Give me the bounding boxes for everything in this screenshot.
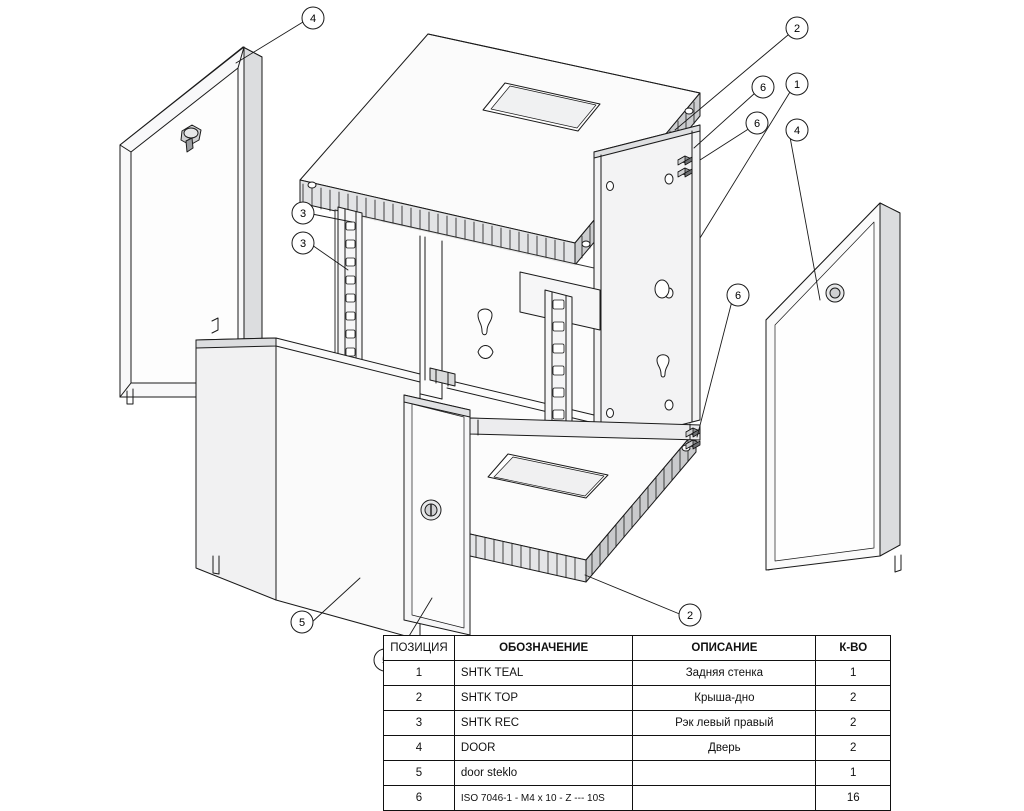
- cell-description: Дверь: [633, 736, 816, 761]
- balloon-label: 5: [298, 617, 306, 629]
- cell-description: [633, 786, 816, 811]
- balloon-label: 6: [734, 290, 742, 302]
- balloon-4-left: [302, 7, 324, 29]
- cell-position: 2: [384, 686, 455, 711]
- balloon-label: 4: [793, 125, 801, 137]
- cell-qty: 2: [816, 711, 891, 736]
- part-glass-door: [404, 395, 470, 635]
- cell-qty: 1: [816, 761, 891, 786]
- cell-designation: DOOR: [454, 736, 632, 761]
- cell-position: 1: [384, 661, 455, 686]
- cell-qty: 2: [816, 736, 891, 761]
- balloon-4-right: [786, 119, 808, 141]
- bill-of-materials-table: [383, 635, 891, 811]
- cell-description: Задняя стенка: [633, 661, 816, 686]
- balloon-label: 3: [299, 238, 307, 250]
- part-right-door: [766, 203, 901, 572]
- cell-position: 4: [384, 736, 455, 761]
- balloon-6-upper: [752, 76, 774, 98]
- table-row: [384, 661, 891, 686]
- cell-position: 5: [384, 761, 455, 786]
- cell-designation: SHTK TOP: [454, 686, 632, 711]
- cell-position: 3: [384, 711, 455, 736]
- part-bottom-cover: [470, 415, 700, 585]
- balloon-label: 4: [309, 13, 317, 25]
- balloon-3-lower: [292, 232, 314, 254]
- balloon-2-bottom: [679, 604, 701, 626]
- table-row: [384, 786, 891, 811]
- cell-description: Рэк левый правый: [633, 711, 816, 736]
- table-row: [384, 736, 891, 761]
- table-row: [384, 686, 891, 711]
- glass-door-lock: [421, 500, 441, 520]
- table-row: [384, 761, 891, 786]
- balloon-label: 6: [759, 82, 767, 94]
- balloon-label: 2: [686, 610, 694, 622]
- cell-qty: 16: [816, 786, 891, 811]
- balloon-6-mid: [746, 112, 768, 134]
- cell-description: Крыша-дно: [633, 686, 816, 711]
- balloon-1: [786, 73, 808, 95]
- table-row: [384, 711, 891, 736]
- balloon-3-upper: [292, 202, 314, 224]
- part-front-door-panel: [196, 338, 420, 640]
- balloon-label: 3: [299, 208, 307, 220]
- column-header-position: ПОЗИЦИЯ: [384, 636, 455, 661]
- column-header-qty: К-ВО: [816, 636, 891, 661]
- cell-designation: ISO 7046-1 - M4 x 10 - Z --- 10S: [454, 786, 632, 811]
- column-header-designation: ОБОЗНАЧЕНИЕ: [454, 636, 632, 661]
- balloon-label: 1: [793, 79, 801, 91]
- table-header-row: [384, 636, 891, 661]
- cell-qty: 1: [816, 661, 891, 686]
- cell-description: [633, 761, 816, 786]
- cell-designation: SHTK TEAL: [454, 661, 632, 686]
- balloon-label: 2: [793, 23, 801, 35]
- column-header-description: ОПИСАНИЕ: [633, 636, 816, 661]
- cell-qty: 2: [816, 686, 891, 711]
- balloon-5-left: [291, 611, 313, 633]
- cell-position: 6: [384, 786, 455, 811]
- cell-designation: SHTK REC: [454, 711, 632, 736]
- cell-designation: door steklo: [454, 761, 632, 786]
- balloon-6-lower: [727, 284, 749, 306]
- right-door-lock: [826, 284, 844, 302]
- balloon-label: 6: [753, 118, 761, 130]
- balloon-2-top: [786, 17, 808, 39]
